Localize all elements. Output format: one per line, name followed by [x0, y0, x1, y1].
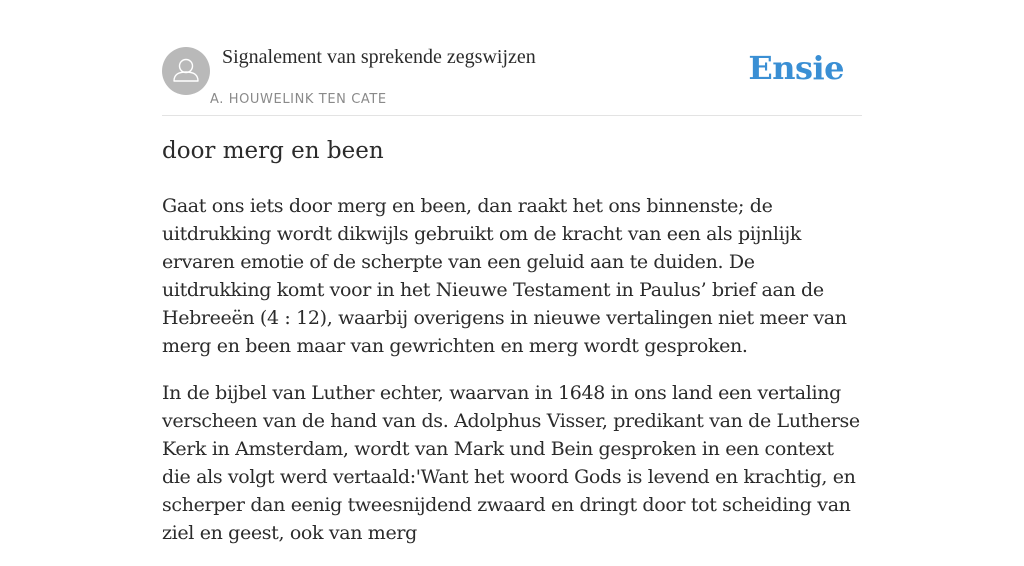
paragraph: Gaat ons iets door merg en been, dan raakt het ons binnenste; de uitdrukking wordt dikwijls gebruikt om de kracht van een als pijnlijk ervaren emotie of de scherpte van een geluid aan te duiden. De uitdrukking komt voor in het Nieuwe Testament in Paulus’ brief aan de Hebreeën (4 : 12), waarbij overigens in nieuwe vertalingen niet meer van merg en been maar van gewrichten en merg wordt gesproken. — [162, 195, 847, 357]
author-name[interactable]: A. HOUWELINK TEN CATE — [210, 92, 387, 107]
user-silhouette-icon — [162, 47, 210, 95]
author-avatar[interactable] — [162, 47, 210, 95]
header — [162, 46, 862, 116]
paragraph: In de bijbel van Luther echter, waarvan in 1648 in ons land een vertaling verscheen van de hand van ds. Adolphus Visser, predikant van de Lutherse Kerk in Amsterdam, wordt van Mark und Bein gesproken in een context die als volgt werd vertaald:'Want het woord Gods is levend en krachtig, en scherper dan eenig tweesnijdend zwaard en dringt door tot scheiding van ziel en geest, ook van merg — [162, 382, 860, 544]
entry-title: door merg en been — [162, 138, 384, 164]
book-title[interactable]: Signalement van sprekende zegswijzen — [222, 46, 536, 68]
brand-logo[interactable]: Ensie — [748, 49, 844, 87]
entry-body — [162, 192, 862, 566]
